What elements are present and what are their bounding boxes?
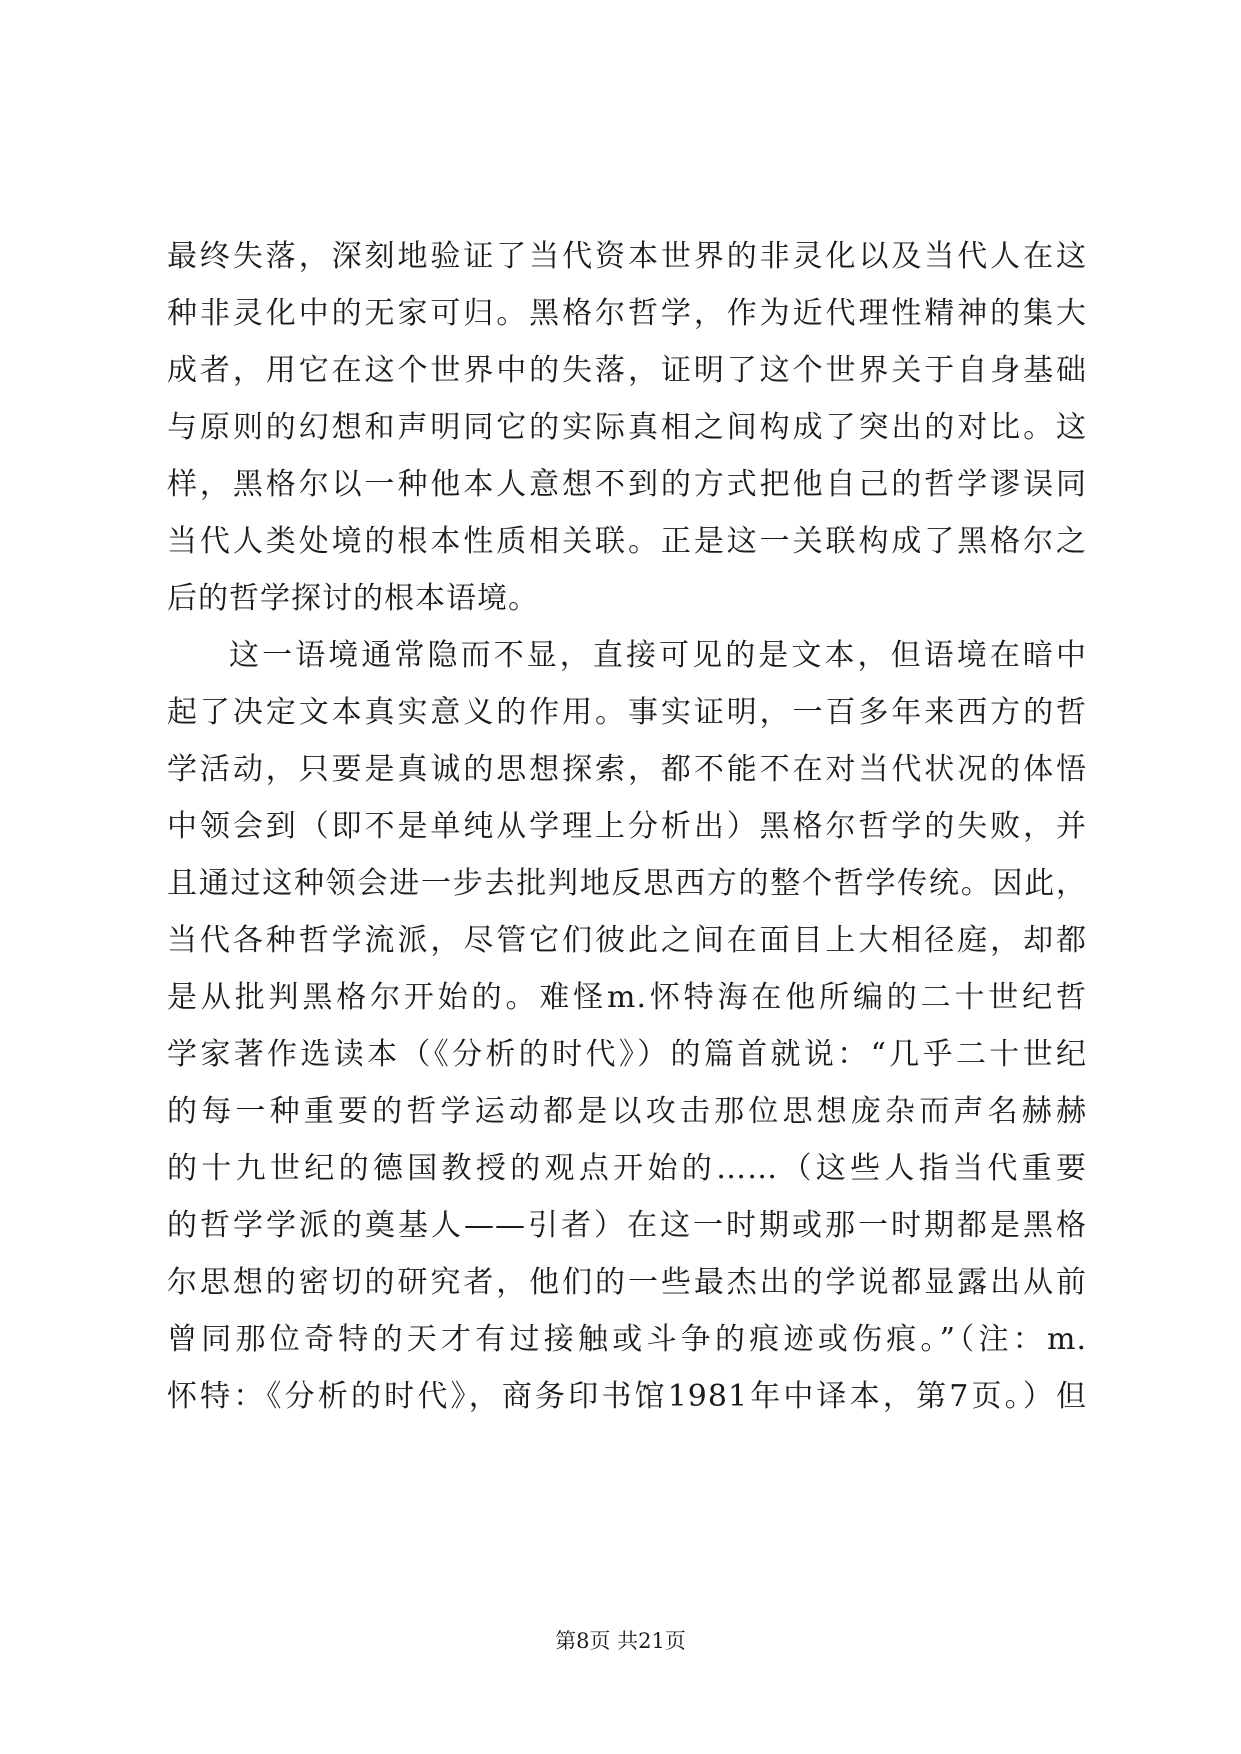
text-line: 这一语境通常隐而不显，直接可见的是文本，但语境在暗中 (229, 638, 1087, 673)
text-line: 后的哲学探讨的根本语境。 (167, 581, 539, 616)
document-body (167, 228, 1087, 1425)
text-line: 当代人类处境的根本性质相关联。正是这一关联构成了黑格尔之 (167, 524, 1087, 559)
text-line: 的哲学学派的奠基人——引者）在这一时期或那一时期都是黑格 (167, 1208, 1087, 1243)
text-line: 样，黑格尔以一种他本人意想不到的方式把他自己的哲学谬误同 (167, 467, 1087, 502)
text-line: 的十九世纪的德国教授的观点开始的……（这些人指当代重要 (167, 1151, 1087, 1186)
text-line: 种非灵化中的无家可归。黑格尔哲学，作为近代理性精神的集大 (167, 296, 1087, 331)
text-line: 是从批判黑格尔开始的。难怪m.怀特海在他所编的二十世纪哲 (167, 980, 1087, 1015)
page-footer: 第8页 共21页 (555, 1629, 686, 1653)
paragraph (167, 228, 1087, 627)
paragraph (167, 627, 1087, 1425)
text-line: 最终失落，深刻地验证了当代资本世界的非灵化以及当代人在这 (167, 239, 1087, 274)
text-line: 当代各种哲学流派，尽管它们彼此之间在面目上大相径庭，却都 (167, 923, 1087, 958)
text-line: 起了决定文本真实意义的作用。事实证明，一百多年来西方的哲 (167, 695, 1087, 730)
text-line: 学家著作选读本（《分析的时代》）的篇首就说：“几乎二十世纪 (167, 1037, 1087, 1072)
text-line: 且通过这种领会进一步去批判地反思西方的整个哲学传统。因此， (167, 866, 1087, 901)
text-line: 的每一种重要的哲学运动都是以攻击那位思想庞杂而声名赫赫 (167, 1094, 1087, 1129)
text-line: 尔思想的密切的研究者，他们的一些最杰出的学说都显露出从前 (167, 1265, 1087, 1300)
text-line: 怀特：《分析的时代》，商务印书馆1981年中译本，第7页。）但 (167, 1379, 1087, 1414)
text-line: 与原则的幻想和声明同它的实际真相之间构成了突出的对比。这 (167, 410, 1087, 445)
text-line: 成者，用它在这个世界中的失落，证明了这个世界关于自身基础 (167, 353, 1087, 388)
text-line: 曾同那位奇特的天才有过接触或斗争的痕迹或伤痕。”（注：m. (167, 1322, 1087, 1357)
text-line: 中领会到（即不是单纯从学理上分析出）黑格尔哲学的失败，并 (167, 809, 1087, 844)
text-line: 学活动，只要是真诚的思想探索，都不能不在对当代状况的体悟 (167, 752, 1087, 787)
